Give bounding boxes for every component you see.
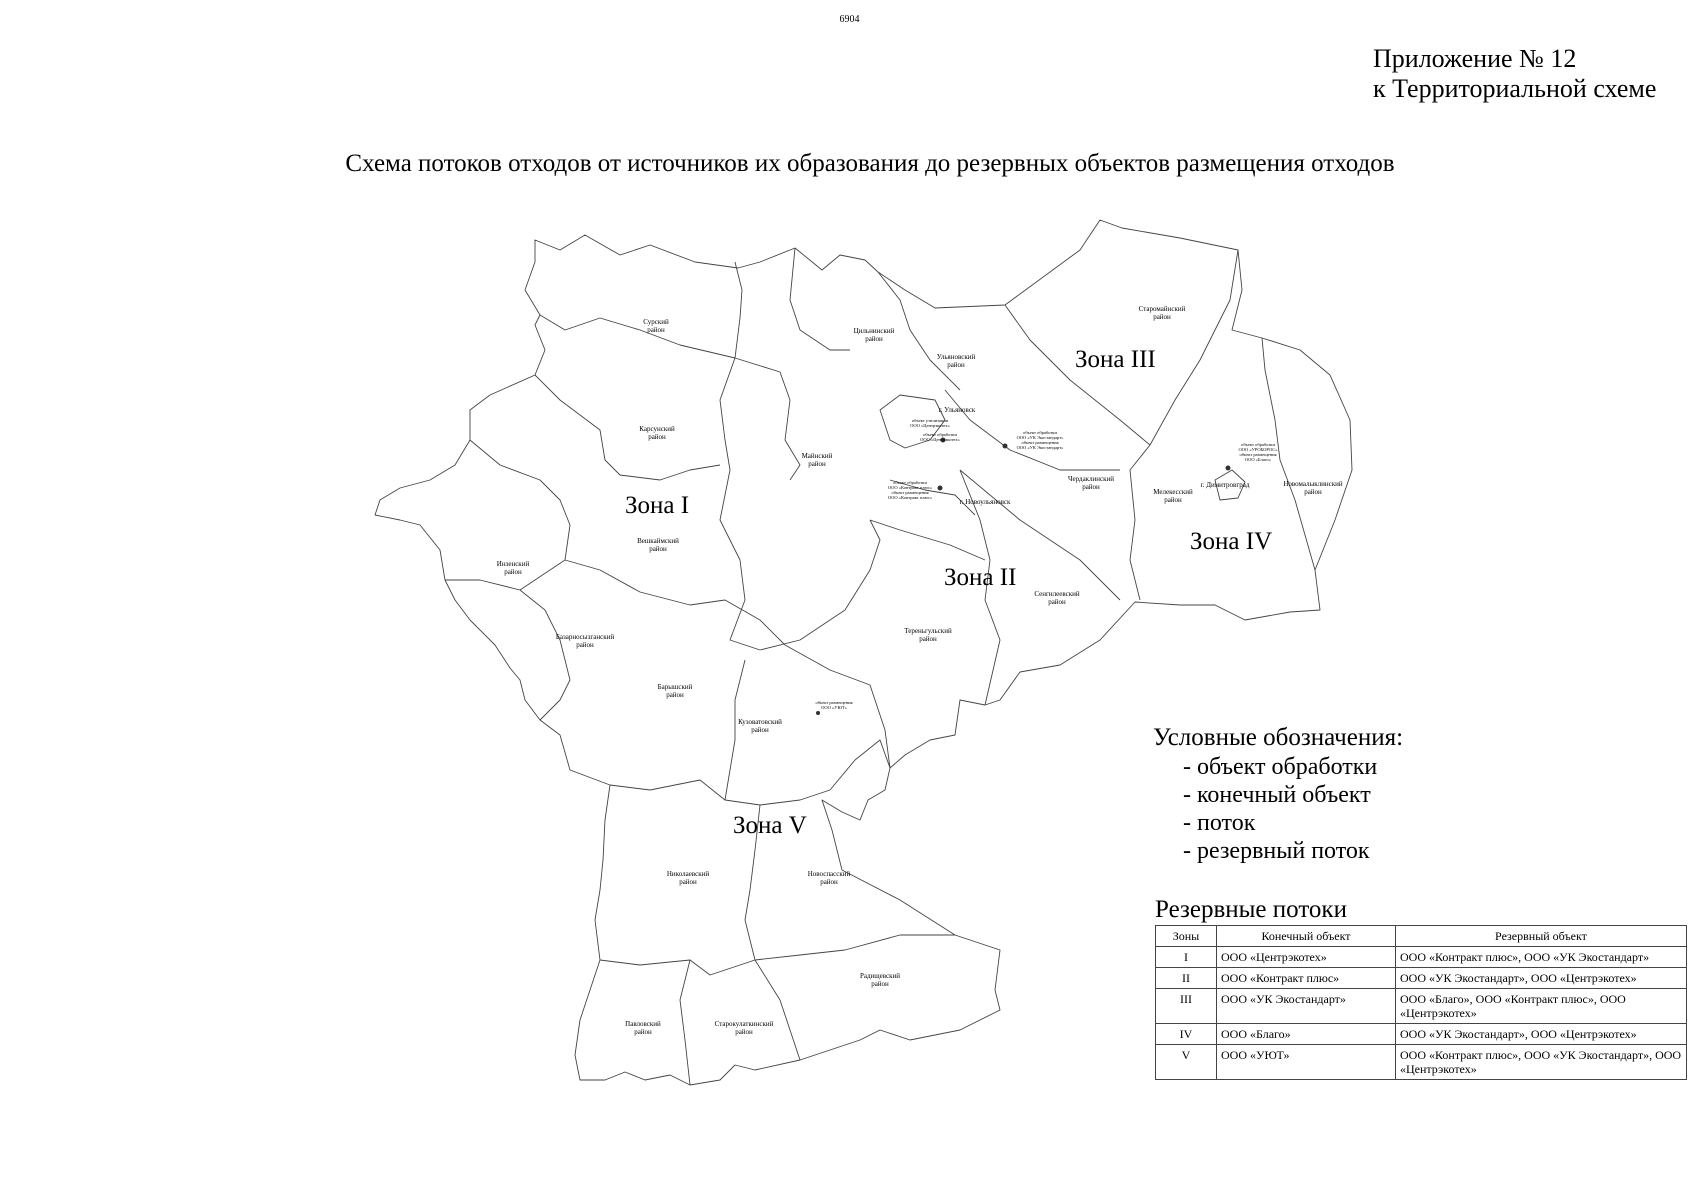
facility-marker bbox=[1226, 466, 1231, 471]
region-label-sengileevskiy: Сенгилеевский район bbox=[1034, 590, 1080, 606]
table-row bbox=[1156, 947, 1687, 968]
final-object-cell: ООО «УК Экостандарт» bbox=[1217, 989, 1396, 1024]
city-label-novoulyanovsk: г. Новоульяновск bbox=[959, 498, 1011, 506]
border-inza-veshkayma bbox=[470, 440, 570, 560]
zone-cell: II bbox=[1156, 968, 1217, 989]
column-header-zones: Зоны bbox=[1156, 926, 1217, 947]
border-bazarnosyzgan-barysh bbox=[520, 590, 570, 720]
region-label-inzenskiy: Инзенский район bbox=[496, 560, 530, 576]
zone-label-1: Зона I bbox=[625, 492, 690, 519]
final-object-cell: ООО «Благо» bbox=[1217, 1024, 1396, 1045]
region-label-kuzovatovskiy: Кузоватовский район bbox=[738, 718, 782, 734]
facility-label: объект размещения ООО «УЮТ» bbox=[815, 700, 853, 710]
table-row bbox=[1156, 1024, 1687, 1045]
border-karsun-mayna bbox=[720, 358, 760, 650]
border-novospassk-terengul bbox=[830, 740, 890, 790]
city-label-dimitrovgrad: г. Димитровград bbox=[1200, 481, 1250, 489]
legend-item-flow: - поток bbox=[1183, 810, 1256, 836]
table-row bbox=[1156, 989, 1687, 1024]
appendix-line-1: Приложение № 12 bbox=[1373, 44, 1577, 73]
page-number: 6904 bbox=[839, 14, 860, 25]
region-label-radishchevskiy: Радищевский район bbox=[859, 972, 901, 988]
border-mayna-terengul bbox=[760, 520, 880, 650]
final-object-cell: ООО «Контракт плюс» bbox=[1217, 968, 1396, 989]
legend-item-final-object: - конечный объект bbox=[1183, 782, 1371, 808]
region-label-ulyanovskiy: Ульяновский район bbox=[936, 353, 976, 369]
region-label-novospasskiy: Новоспасский район bbox=[807, 870, 851, 886]
border-starokulatka-radishchevo bbox=[755, 960, 800, 1060]
region-label-karsunskiy: Карсунский район bbox=[639, 425, 675, 441]
region-label-nikolaevskiy: Николаевский район bbox=[666, 870, 710, 886]
reserve-object-cell: ООО «Контракт плюс», ООО «УК Экостандарт» bbox=[1396, 947, 1687, 968]
facility-label: объект обработки ООО «Контракт плюс» объект размещения ООО «Контракт плюс» bbox=[887, 480, 933, 500]
region-label-starokulatkinskiy: Старокулаткинский район bbox=[714, 1020, 774, 1036]
legend-item-reserve-flow: - резервный поток bbox=[1183, 838, 1370, 864]
reserve-flows-title: Резервные потоки bbox=[1155, 896, 1347, 923]
region-label-bazarnosyzganskiy: Базарносызганский район bbox=[555, 633, 615, 649]
zone-label-2: Зона II bbox=[944, 564, 1017, 591]
facility-marker bbox=[1003, 444, 1008, 449]
border-kuzovatovo-nikolaevka bbox=[610, 780, 830, 805]
reserve-object-cell: ООО «УК Экостандарт», ООО «Центрэкотех» bbox=[1396, 1024, 1687, 1045]
legend-item-processing: - объект обработки bbox=[1183, 754, 1378, 780]
region-label-cherdaklinskiy: Чердаклинский район bbox=[1067, 475, 1115, 491]
border-novospassk-radishchevo bbox=[755, 935, 955, 960]
map-title: Схема потоков отходов от источников их образования до резервных объектов размещения отходов bbox=[345, 150, 1395, 177]
region-label-novomalyklinskiy: Новомалыклинский район bbox=[1283, 480, 1343, 496]
region-label-baryshskiy: Барышский район bbox=[657, 683, 693, 699]
region-label-staromaynskiy: Старомайнский район bbox=[1138, 305, 1186, 321]
zone-cell: I bbox=[1156, 947, 1217, 968]
appendix-line-2: к Территориальной схеме bbox=[1373, 74, 1657, 103]
region-label-veshkaymskiy: Вешкаймский район bbox=[637, 537, 679, 553]
final-object-cell: ООО «УЮТ» bbox=[1217, 1045, 1396, 1080]
reserve-object-cell: ООО «УК Экостандарт», ООО «Центрэкотех» bbox=[1396, 968, 1687, 989]
border-surskiy-tsilna bbox=[735, 262, 742, 358]
facility-label: объект утилизации ООО «Центрэкотех» bbox=[910, 418, 950, 428]
legend-title: Условные обозначения: bbox=[1153, 724, 1404, 751]
zone-cell: IV bbox=[1156, 1024, 1217, 1045]
facility-markers bbox=[816, 438, 1231, 716]
zone-cell: V bbox=[1156, 1045, 1217, 1080]
region-label-maynskiy: Майнский район bbox=[801, 452, 833, 468]
border-cherdakly-melekess bbox=[1130, 445, 1150, 600]
reserve-object-cell: ООО «Контракт плюс», ООО «УК Экостандарт», ООО «Центрэкотех» bbox=[1396, 1045, 1687, 1080]
city-label-ulyanovsk: г. Ульяновск bbox=[938, 406, 976, 414]
zone-label-4: Зона IV bbox=[1190, 528, 1273, 555]
region-label-pavlovskiy: Павловский район bbox=[625, 1020, 661, 1036]
facility-marker bbox=[816, 711, 820, 715]
table-row bbox=[1156, 968, 1687, 989]
column-header-final-object: Конечный объект bbox=[1217, 926, 1396, 947]
reserve-object-cell: ООО «Благо», ООО «Контракт плюс», ООО «Центрэкотех» bbox=[1396, 989, 1687, 1024]
zone-cell: III bbox=[1156, 989, 1217, 1024]
zone-label-3: Зона III bbox=[1075, 346, 1156, 373]
column-header-reserve-object: Резервный объект bbox=[1396, 926, 1687, 947]
region-label-tsilninskiy: Цильнинский район bbox=[853, 327, 895, 343]
facility-label: объект обработки ООО «УК Экостандарт» объект размещения ООО «УК Экостандарт» bbox=[1016, 430, 1064, 450]
table-row bbox=[1156, 1045, 1687, 1080]
border-nikolaevka-pavlovka bbox=[600, 960, 755, 975]
border-melekess-staromaynsk bbox=[1150, 250, 1238, 445]
region-label-surskiy: Сурский район bbox=[643, 318, 669, 334]
zone-label-5: Зона V bbox=[733, 812, 807, 839]
facility-label: объект обработки ООО «УРОБОРОС» объект размещения ООО «Благо» bbox=[1238, 442, 1278, 462]
border-terengul-sengiley bbox=[870, 520, 985, 560]
region-label-terengulskiy: Тереньгульский район bbox=[904, 627, 952, 643]
border-staromaynsk-cherdakly bbox=[1005, 305, 1150, 445]
final-object-cell: ООО «Центрэкотех» bbox=[1217, 947, 1396, 968]
region-label-melekesskiy: Мелекесский район bbox=[1153, 488, 1193, 504]
facility-label: объект обработки ООО «Центрэкотех» bbox=[920, 432, 960, 442]
table-header-row bbox=[1156, 926, 1687, 947]
reserve-flows-table bbox=[1155, 925, 1687, 1080]
